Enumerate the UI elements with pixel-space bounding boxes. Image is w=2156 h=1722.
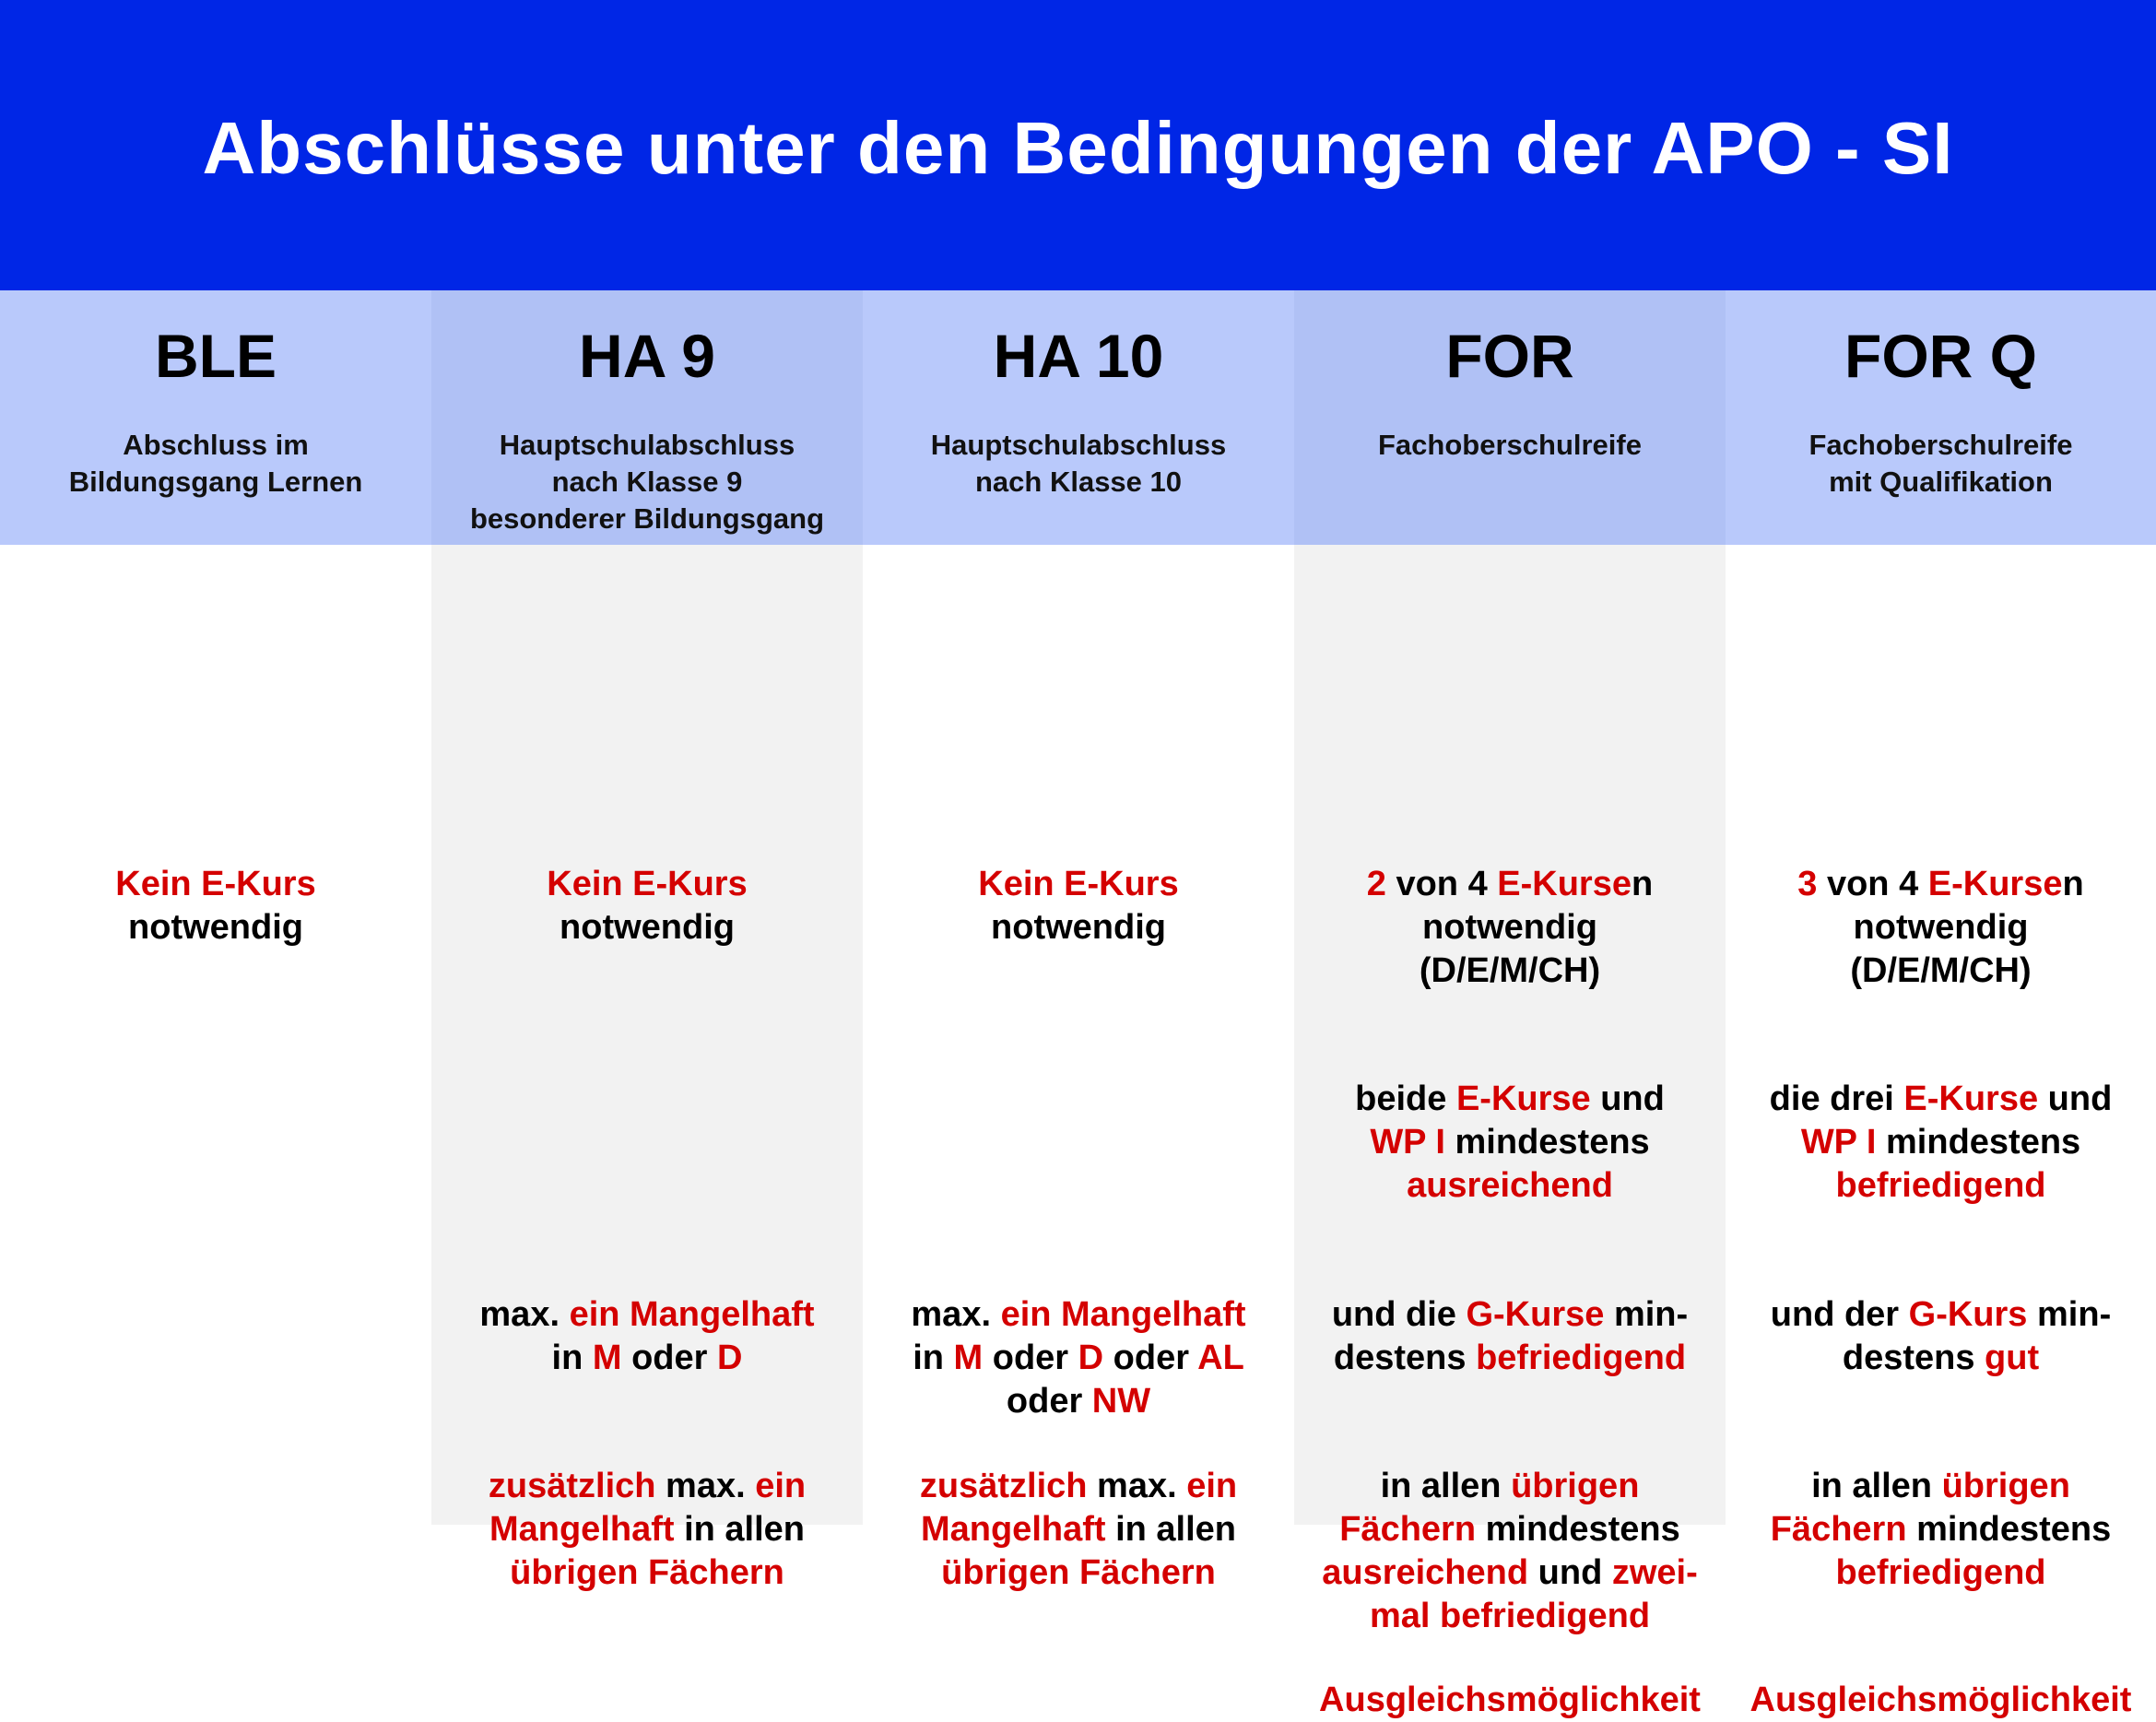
- highlight-text: WP I: [1800, 1123, 1877, 1162]
- plain-text: destens: [1333, 1339, 1477, 1377]
- plain-text: mindestens: [1876, 1123, 2081, 1162]
- highlight-text: ein Mangelhaft: [569, 1295, 815, 1334]
- requirement-line: [0, 906, 431, 949]
- requirement-line: [1726, 1551, 2156, 1595]
- highlight-text: Kein E-Kurs: [115, 865, 316, 903]
- plain-text: und die: [1331, 1295, 1467, 1334]
- column-header: [1294, 290, 1726, 545]
- requirement-line: [1726, 1293, 2156, 1337]
- requirement-cell: [1294, 1078, 1726, 1208]
- column-abbr: BLE: [155, 322, 277, 390]
- column-abbr: HA 10: [993, 322, 1164, 390]
- column-fullname: [431, 427, 863, 537]
- highlight-text: ein: [1186, 1467, 1238, 1505]
- requirement-line: [431, 1293, 863, 1337]
- highlight-text: Ausgleichsmöglichkeit: [1319, 1681, 1701, 1719]
- highlight-text: befriedigend: [1835, 1553, 2046, 1592]
- highlight-text: übrigen Fächern: [941, 1553, 1216, 1592]
- column-header: [1726, 290, 2156, 545]
- requirement-line: [863, 1337, 1294, 1380]
- requirement-line: [431, 906, 863, 949]
- highlight-text: M: [592, 1339, 622, 1377]
- column-for: [1294, 290, 1726, 1719]
- requirement-line: [863, 1551, 1294, 1595]
- column-ble: [0, 290, 431, 1525]
- column-fullname-line: Bildungsgang Lernen: [68, 466, 363, 498]
- plain-text: und der: [1770, 1295, 1909, 1334]
- highlight-text: zusätzlich: [488, 1467, 656, 1505]
- requirement-cell: [1294, 1679, 1726, 1722]
- requirement-line: [1294, 1121, 1726, 1164]
- requirement-cell: [431, 1293, 863, 1380]
- plain-text: n: [1632, 865, 1654, 903]
- column-fullname-line: mit Qualifikation: [1829, 466, 2053, 498]
- requirement-cell: [863, 863, 1294, 949]
- column-fullname: [0, 427, 431, 501]
- highlight-text: 3: [1797, 865, 1818, 903]
- highlight-text: mal befriedigend: [1369, 1597, 1651, 1635]
- highlight-text: E-Kurse: [1497, 865, 1632, 903]
- requirement-line: [431, 863, 863, 906]
- requirement-cell: [1726, 863, 2156, 993]
- highlight-text: zwei-: [1611, 1553, 1698, 1592]
- highlight-text: E-Kurse: [1455, 1079, 1591, 1118]
- highlight-text: ausreichend: [1322, 1553, 1529, 1592]
- requirement-line: [1294, 1508, 1726, 1551]
- plain-text: in allen: [1105, 1510, 1237, 1549]
- column-fullname-line: nach Klasse 10: [974, 466, 1183, 498]
- column-body: [1294, 545, 1726, 1719]
- column-ha9: [431, 290, 863, 1592]
- plain-text: die drei: [1769, 1079, 1904, 1118]
- highlight-text: Kein E-Kurs: [978, 865, 1179, 903]
- column-body: [863, 545, 1294, 1592]
- plain-text: und: [1528, 1553, 1612, 1592]
- highlight-text: gut: [1985, 1339, 2040, 1377]
- column-header: [431, 290, 863, 545]
- column-fullname-line: nach Klasse 9: [551, 466, 743, 498]
- requirement-line: [1726, 1078, 2156, 1121]
- requirement-line: [1294, 1164, 1726, 1208]
- plain-text: oder: [1103, 1339, 1198, 1377]
- requirement-line: [1294, 906, 1726, 949]
- requirement-line: [1294, 949, 1726, 993]
- requirement-cell: [1294, 863, 1726, 993]
- requirement-line: [1294, 1595, 1726, 1638]
- highlight-text: befriedigend: [1476, 1339, 1687, 1377]
- requirement-cell: [0, 863, 431, 949]
- requirement-line: [863, 863, 1294, 906]
- highlight-text: 2: [1366, 865, 1386, 903]
- plain-text: (D/E/M/CH): [1850, 951, 2032, 990]
- plain-text: in allen: [674, 1510, 806, 1549]
- requirement-cell: [863, 1293, 1294, 1423]
- requirement-line: [1294, 1293, 1726, 1337]
- requirement-cell: [1726, 1078, 2156, 1208]
- requirement-line: [863, 1380, 1294, 1423]
- plain-text: von 4: [1817, 865, 1928, 903]
- column-fullname: [863, 427, 1294, 501]
- highlight-text: E-Kurse: [1903, 1079, 2039, 1118]
- requirement-line: [1726, 1337, 2156, 1380]
- plain-text: in: [913, 1339, 954, 1377]
- plain-text: oder: [983, 1339, 1078, 1377]
- plain-text: max.: [655, 1467, 756, 1505]
- plain-text: min-: [1604, 1295, 1689, 1334]
- column-ha10: [863, 290, 1294, 1592]
- requirement-cell: [1726, 1679, 2156, 1722]
- requirement-line: [0, 863, 431, 906]
- plain-text: und: [2038, 1079, 2113, 1118]
- plain-text: notwendig: [1853, 908, 2029, 947]
- requirement-line: [1294, 1679, 1726, 1722]
- highlight-text: NW: [1091, 1382, 1151, 1421]
- plain-text: notwendig: [1422, 908, 1597, 947]
- highlight-text: Ausgleichsmöglichkeit: [1750, 1681, 2132, 1719]
- highlight-text: befriedigend: [1835, 1166, 2046, 1205]
- requirement-line: [1294, 1337, 1726, 1380]
- requirement-line: [1294, 1078, 1726, 1121]
- requirement-line: [431, 1465, 863, 1508]
- column-fullname: [1294, 427, 1726, 464]
- column-abbr: FOR: [1445, 322, 1574, 390]
- column-body: [1726, 545, 2156, 1719]
- plain-text: destens: [1842, 1339, 1985, 1377]
- requirement-line: [1294, 1551, 1726, 1595]
- requirement-cell: [1294, 1465, 1726, 1638]
- column-fullname-line: Hauptschulabschluss: [930, 429, 1227, 461]
- plain-text: n: [2062, 865, 2084, 903]
- plain-text: von 4: [1385, 865, 1498, 903]
- highlight-text: Fächern: [1770, 1510, 1907, 1549]
- column-abbr: HA 9: [579, 322, 715, 390]
- highlight-text: G-Kurs: [1908, 1295, 2028, 1334]
- plain-text: in: [551, 1339, 593, 1377]
- column-body: [431, 545, 863, 1592]
- requirement-line: [1726, 949, 2156, 993]
- column-fullname-line: Fachoberschulreife: [1378, 429, 1642, 461]
- plain-text: mindestens: [1906, 1510, 2112, 1549]
- plain-text: in allen: [1811, 1467, 1942, 1505]
- plain-text: beide: [1355, 1079, 1456, 1118]
- requirement-line: [431, 1508, 863, 1551]
- plain-text: notwendig: [991, 908, 1166, 947]
- title-banner: [0, 0, 2156, 290]
- highlight-text: E-Kurse: [1927, 865, 2063, 903]
- highlight-text: WP I: [1370, 1123, 1445, 1162]
- highlight-text: übrigen Fächern: [510, 1553, 784, 1592]
- plain-text: max.: [479, 1295, 570, 1334]
- column-fullname-line: besonderer Bildungsgang: [469, 502, 825, 535]
- plain-text: oder: [621, 1339, 717, 1377]
- highlight-text: ausreichend: [1407, 1166, 1613, 1205]
- requirement-cell: [1726, 1293, 2156, 1380]
- highlight-text: Kein E-Kurs: [547, 865, 748, 903]
- plain-text: in allen: [1380, 1467, 1512, 1505]
- column-fullname-line: Abschluss im: [123, 429, 309, 461]
- highlight-text: Fächern: [1339, 1510, 1477, 1549]
- requirement-line: [1726, 1508, 2156, 1551]
- page-title: Abschlüsse unter den Bedingungen der APO - SI: [202, 106, 1954, 189]
- requirement-cell: [431, 1465, 863, 1595]
- plain-text: (D/E/M/CH): [1419, 951, 1601, 990]
- requirement-line: [1726, 1164, 2156, 1208]
- requirement-line: [863, 1293, 1294, 1337]
- requirement-line: [863, 1508, 1294, 1551]
- column-fullname-line: Hauptschulabschluss: [499, 429, 795, 461]
- requirement-line: [863, 906, 1294, 949]
- plain-text: und: [1590, 1079, 1665, 1118]
- requirement-line: [863, 1465, 1294, 1508]
- plain-text: oder: [1006, 1382, 1092, 1421]
- requirement-line: [1726, 1121, 2156, 1164]
- requirement-line: [431, 1337, 863, 1380]
- requirement-line: [1726, 863, 2156, 906]
- plain-text: max.: [1087, 1467, 1187, 1505]
- highlight-text: M: [953, 1339, 984, 1377]
- column-for-q: [1726, 290, 2156, 1719]
- plain-text: mindestens: [1444, 1123, 1650, 1162]
- requirement-line: [1726, 906, 2156, 949]
- requirement-cell: [431, 863, 863, 949]
- highlight-text: AL: [1197, 1339, 1244, 1377]
- column-header: [863, 290, 1294, 545]
- requirement-cell: [1726, 1465, 2156, 1595]
- column-header: [0, 290, 431, 545]
- highlight-text: D: [1078, 1339, 1104, 1377]
- highlight-text: zusätzlich: [919, 1467, 1088, 1505]
- highlight-text: Mangelhaft: [489, 1510, 675, 1549]
- column-abbr: FOR Q: [1844, 322, 2037, 390]
- requirement-line: [1294, 863, 1726, 906]
- requirement-line: [1294, 1465, 1726, 1508]
- plain-text: notwendig: [128, 908, 303, 947]
- requirement-line: [1726, 1465, 2156, 1508]
- highlight-text: ein: [755, 1467, 807, 1505]
- plain-text: notwendig: [560, 908, 735, 947]
- highlight-text: ein Mangelhaft: [1000, 1295, 1246, 1334]
- requirement-cell: [1294, 1293, 1726, 1380]
- plain-text: min-: [2027, 1295, 2112, 1334]
- requirement-line: [1726, 1679, 2156, 1722]
- plain-text: max.: [911, 1295, 1001, 1334]
- highlight-text: G-Kurse: [1466, 1295, 1605, 1334]
- column-fullname: [1726, 427, 2156, 501]
- highlight-text: Mangelhaft: [920, 1510, 1106, 1549]
- plain-text: mindestens: [1476, 1510, 1680, 1549]
- requirement-cell: [863, 1465, 1294, 1595]
- column-body: [0, 545, 431, 1525]
- column-fullname-line: Fachoberschulreife: [1808, 429, 2073, 461]
- highlight-text: übrigen: [1511, 1467, 1640, 1505]
- requirement-line: [431, 1551, 863, 1595]
- highlight-text: D: [717, 1339, 743, 1377]
- highlight-text: übrigen: [1941, 1467, 2070, 1505]
